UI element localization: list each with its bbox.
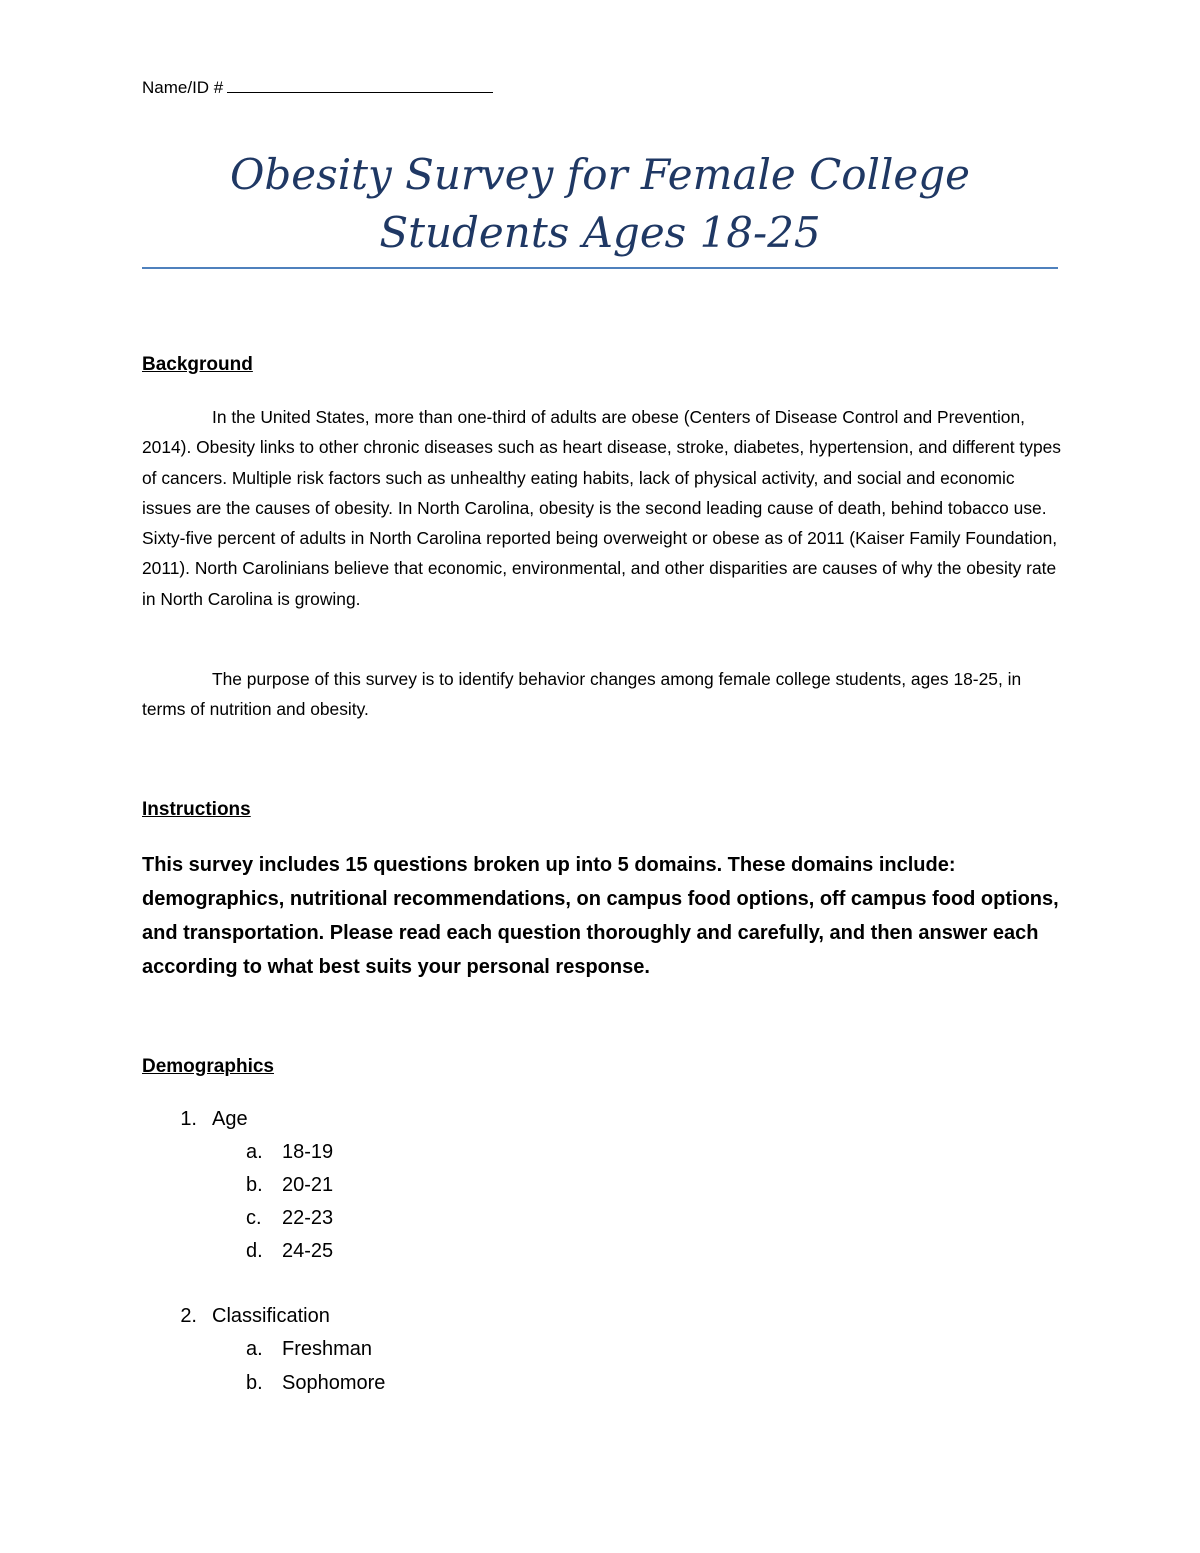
option-text: Sophomore — [282, 1372, 386, 1394]
question-number: 2. — [180, 1305, 197, 1327]
question-number: 1. — [180, 1108, 197, 1130]
name-id-blank-line — [227, 74, 493, 93]
option-text: 22-23 — [282, 1207, 334, 1229]
option-text: 18-19 — [282, 1141, 334, 1163]
instructions-heading: Instructions — [142, 799, 251, 820]
answer-option — [246, 1333, 372, 1366]
name-id-label: Name/ID # — [142, 78, 224, 97]
option-letter: a. — [246, 1141, 263, 1163]
answer-option — [246, 1367, 385, 1400]
title-divider — [142, 267, 1058, 269]
option-letter: a. — [246, 1338, 263, 1360]
question-label: Age — [212, 1108, 248, 1130]
background-paragraph-1: In the United States, more than one-third of adults are obese (Centers of Disease Control and Prevention, 2014). Obesity links to other chronic diseases such as heart disease, stroke, diabetes, hypertension, and different types of cancers. Multiple risk factors such as unhealthy eating habits, lack of physical activity, and social and economic issues are the causes of obesity. In North Carolina, obesity is the second leading cause of death, behind tobacco use. Sixty-five percent of adults in North Carolina reported being overweight or obese as of 2011 (Kaiser Family Foundation, 2011). North Carolinians believe that economic, environmental, and other disparities are causes of why the obesity rate in North Carolina is growing. — [142, 407, 1062, 609]
answer-option — [246, 1235, 333, 1268]
title-line-2: Students Ages 18-25 — [379, 208, 821, 257]
option-letter: c. — [246, 1207, 262, 1229]
background-heading: Background — [142, 354, 253, 375]
background-paragraph-2: The purpose of this survey is to identify behavior changes among female college students, ages 18-25, in terms of nutrition and obesity. — [142, 669, 1022, 720]
document-title — [142, 146, 1058, 262]
option-text: 24-25 — [282, 1240, 334, 1262]
option-letter: b. — [246, 1372, 263, 1394]
instructions-text: This survey includes 15 questions broken up into 5 domains. These domains include: demographics, nutritional recommendations, on campus food options, off campus food options, and transportation. Please read each question thoroughly and carefully, and then answer each according to what best suits your personal response. — [142, 854, 1059, 978]
answer-option — [246, 1136, 333, 1169]
question-label: Classification — [212, 1305, 330, 1327]
title-line-1: Obesity Survey for Female College — [229, 150, 971, 199]
name-id-field — [142, 74, 493, 100]
option-text: Freshman — [282, 1338, 373, 1360]
option-text: 20-21 — [282, 1174, 334, 1196]
answer-option — [246, 1169, 333, 1202]
option-letter: b. — [246, 1174, 263, 1196]
demographics-heading: Demographics — [142, 1056, 274, 1077]
answer-option — [246, 1202, 333, 1235]
option-letter: d. — [246, 1240, 263, 1262]
